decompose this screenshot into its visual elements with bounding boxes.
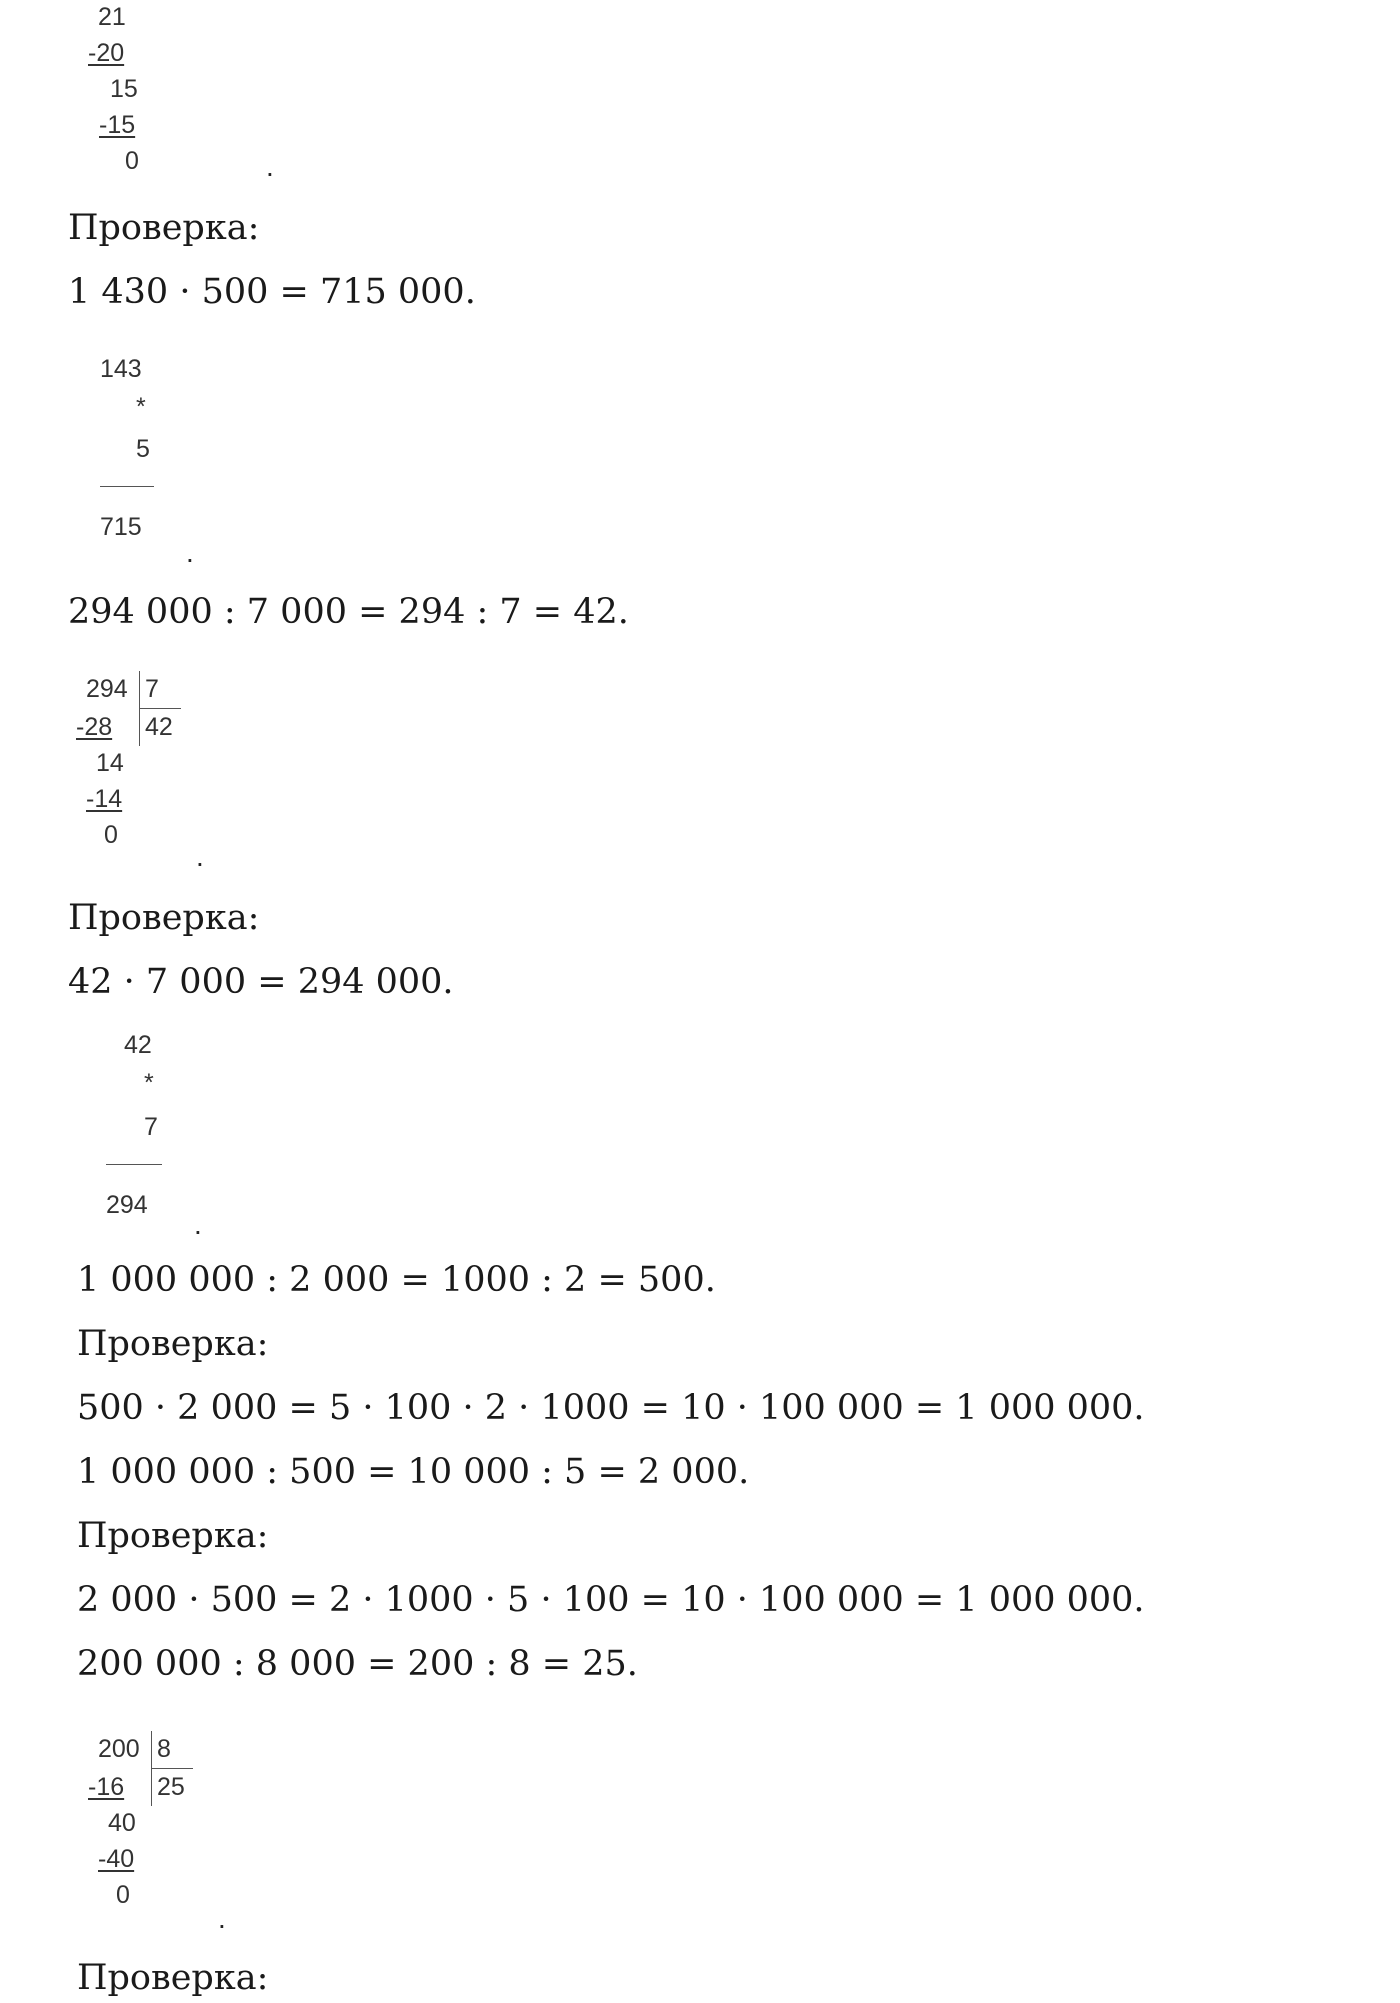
multiplicand: 42 bbox=[124, 1031, 152, 1059]
check-equation: 500 · 2 000 = 5 · 100 · 2 · 1000 = 10 · 100 000 = 1 000 000. bbox=[77, 1388, 1145, 1428]
check-equation: 2 000 · 500 = 2 · 1000 · 5 · 100 = 10 · 100 000 = 1 000 000. bbox=[77, 1580, 1145, 1620]
division-equation: 294 000 : 7 000 = 294 : 7 = 42. bbox=[68, 592, 629, 632]
check-label: Проверка: bbox=[77, 1516, 269, 1556]
division-row: 14 bbox=[96, 749, 124, 777]
dividend: 294 bbox=[86, 675, 128, 703]
quotient: 42 bbox=[145, 713, 173, 741]
period: . bbox=[266, 151, 274, 182]
period: . bbox=[194, 1209, 202, 1240]
division-subtrahend: -15 bbox=[99, 111, 136, 139]
check-label: Проверка: bbox=[77, 1958, 269, 1998]
division-subtrahend: -28 bbox=[76, 713, 113, 741]
dividend: 200 bbox=[98, 1735, 140, 1763]
quotient-line bbox=[139, 708, 181, 709]
division-equation: 200 000 : 8 000 = 200 : 8 = 25. bbox=[77, 1644, 638, 1684]
multiply-sign: * bbox=[144, 1069, 154, 1097]
multiply-sign: * bbox=[136, 393, 146, 421]
divisor: 8 bbox=[157, 1735, 171, 1763]
check-label: Проверка: bbox=[68, 208, 260, 248]
period: . bbox=[218, 1903, 226, 1934]
division-remainder: 0 bbox=[125, 147, 139, 175]
division-remainder: 0 bbox=[104, 821, 118, 849]
product: 294 bbox=[106, 1191, 148, 1219]
check-label: Проверка: bbox=[68, 898, 260, 938]
division-subtrahend: -20 bbox=[88, 39, 125, 67]
division-equation: 1 000 000 : 500 = 10 000 : 5 = 2 000. bbox=[77, 1452, 750, 1492]
multiplier: 5 bbox=[136, 435, 150, 463]
divisor: 7 bbox=[145, 675, 159, 703]
period: . bbox=[186, 537, 194, 568]
check-label: Проверка: bbox=[77, 1324, 269, 1364]
division-subtrahend: -16 bbox=[88, 1773, 125, 1801]
division-row: 21 bbox=[98, 3, 126, 31]
multiplicand: 143 bbox=[100, 355, 142, 383]
division-row: 15 bbox=[110, 75, 138, 103]
division-subtrahend: -40 bbox=[98, 1845, 135, 1873]
quotient-line bbox=[151, 1768, 193, 1769]
check-equation: 42 · 7 000 = 294 000. bbox=[68, 962, 454, 1002]
product: 715 bbox=[100, 513, 142, 541]
check-equation: 1 430 · 500 = 715 000. bbox=[68, 272, 476, 312]
divider-line bbox=[106, 1164, 162, 1165]
division-subtrahend: -14 bbox=[86, 785, 123, 813]
divider-line bbox=[100, 486, 154, 487]
multiplier: 7 bbox=[144, 1113, 158, 1141]
period: . bbox=[196, 841, 204, 872]
division-row: 40 bbox=[108, 1809, 136, 1837]
division-remainder: 0 bbox=[116, 1881, 130, 1909]
division-equation: 1 000 000 : 2 000 = 1000 : 2 = 500. bbox=[77, 1260, 716, 1300]
quotient: 25 bbox=[157, 1773, 185, 1801]
